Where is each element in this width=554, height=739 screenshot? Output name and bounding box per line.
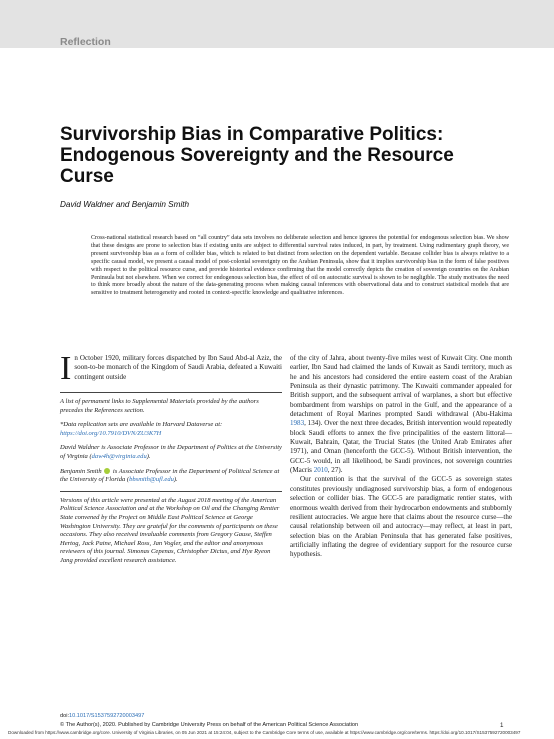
waldner-bio-end: ). bbox=[146, 453, 151, 460]
acknowledgment: Versions of this article were presented at the August 2018 meeting of the American Political Science Association and at the Workshop on Oil and the Changing Rentier State convened by the Project on Middle East Political Science at George Washington University. They are grateful for the comments of participants on these occasions. They also received invaluable comments from Gregory Gause, Steffen Hertog, Jack Paine, Michael Ross, Jan Vogler, and the editor and anonymous reviewers of this journal. Simonas Cepenas, Christopher Dictus, and Hye Ryeon Jang provided excellent research assistance. bbox=[60, 496, 280, 564]
supplement-note: A list of permanent links to Supplemental Materials provided by the authors precedes the References section. bbox=[60, 398, 259, 414]
smith-email-link[interactable]: bbsmith@ufl.edu bbox=[129, 476, 174, 484]
citation-macris[interactable]: 2010 bbox=[313, 466, 328, 475]
page-number: 1 bbox=[500, 722, 504, 729]
waldner-bio bbox=[60, 444, 282, 461]
replication-text: *Data replication sets are available in Harvard Dataverse at: bbox=[60, 421, 223, 429]
replication-note bbox=[60, 421, 282, 438]
article-title: Survivorship Bias in Comparative Politics: Endogenous Sovereignty and the Resource Curse bbox=[60, 124, 454, 187]
smith-bio-text: is Associate Professor in the Department of Political Science at the University of Florida ( bbox=[60, 467, 280, 484]
footer-copyright: © The Author(s), 2020. Published by Cambridge University Press on behalf of the American Political Science Association bbox=[60, 722, 359, 728]
body-p1-part-a: of the city of Jahra, about twenty-five miles west of Kuwait City. One month earlier, Ibn Saud had claimed the lands of Kuwait as Saudi territory, much as he and his ancestors had considered the entire eastern coast of the Arabian Peninsula as their dynastic patrimony. The Kuwaiti commander appealed for British support, and the subsequent arrival of warplanes, a short but effective bombardment from warships on patrol in the Gulf, and the appearance of a detachment of Royal Marines prompted Saudi withdrawal (Abu-Hakima bbox=[290, 354, 512, 419]
smith-name: Benjamin Smith bbox=[60, 467, 102, 475]
body-p1-part-b: , 134). Over the next three decades, British intervention would repeatedly block Saudi efforts to annex the five principalities of the eastern littoral—Kuwait, Bahrain, Qatar, the Trucial States (the United Arab Emirates after 1971), and Oman (henceforth the GCC-5). Without British intervention, the GCC-5 would, in all likelihood, be Saudi provinces, not sovereign countries (Macris bbox=[290, 419, 512, 475]
smith-bio bbox=[60, 468, 282, 485]
download-line: Downloaded from https://www.cambridge.org/core. University of Virginia Libraries, on 05 Jun 2021 at 15:24:04, subject to the Cambridge Core terms of use, available at https://www.cambridge.org/core/terms. https://doi.org/10.1017/S1537592720003497 bbox=[8, 730, 521, 735]
waldner-email-link[interactable]: daw4h@virginia.edu bbox=[91, 453, 147, 460]
article-authors: David Waldner and Benjamin Smith bbox=[60, 200, 190, 209]
section-label: Reflection bbox=[60, 36, 111, 48]
intro-text: n October 1920, military forces dispatched by Ibn Saud Abd-al Aziz, the soon-to-be monarch of the Kingdom of Saudi Arabia, defeated a Kuwaiti contingent outside bbox=[74, 354, 282, 381]
body-paragraph-1 bbox=[290, 354, 512, 475]
ack-divider bbox=[60, 491, 282, 492]
citation-abu-hakima[interactable]: 1983 bbox=[290, 419, 305, 428]
replication-link[interactable]: https://doi.org/10.7910/DVN/ZU3K7H bbox=[60, 429, 162, 437]
orcid-icon[interactable] bbox=[104, 468, 110, 474]
smith-bio-end: ). bbox=[173, 476, 178, 484]
doi-prefix: doi: bbox=[60, 713, 70, 719]
footnote-divider bbox=[60, 392, 282, 393]
body-paragraph-2: Our contention is that the survival of the GCC-5 as sovereign states constitutes previously undiagnosed survivorship bias, a form of endogenous selection or collider bias. The GCC-5 are paradigmatic rentier states, with enormous wealth derived from their hydrocarbon endowments and stubbornly resilient autocracies. We argue here that claims about the resource curse—the causal relationship between oil and autocracy—may reflect, at least in part, selection bias on the Arabian Peninsula that has generated false positives, artificially inflating the degree of evidentiary support for the resource curse hypothesis. bbox=[290, 475, 512, 559]
abstract: Cross-national statistical research based on “all country” data sets involves no deliberate selection and hence ignores the potential for endogenous selection bias. We show that these designs are prone to selection bias if existing units are subject to differential survival rates induced, in part, by treatment. Using rudimentary graph theory, we present survivorship bias as a form of collider bias, which is related to but distinct from selection on the dependent variable. Because collider bias is always relative to a specific causal model, we present a causal model of post-colonial sovereignty on the Arabian Peninsula, show that it implies survivorship bias in the form of false positives with respect to the political resource curse, and provide historical evidence confirming that the model correctly depicts the creation of sovereign countries on the Arabian Peninsula but not elsewhere. When we correct for endogenous selection bias, the effect of oil on autocratic survival is shown to be negligible. The study motivates the need to think more broadly about the nature of the data-generating process when making causal inferences with observational data and to construct statistical models that are sensitive to treatment heterogeneity and rooted in context-specific knowledge and qualitative inferences. bbox=[91, 235, 509, 297]
right-column bbox=[290, 354, 512, 560]
footer-doi bbox=[60, 713, 144, 719]
body-p1-part-c: , 27). bbox=[327, 466, 343, 475]
waldner-bio-text: David Waldner is Associate Professor in the Department of Politics at the University of Virginia ( bbox=[60, 444, 282, 460]
left-column bbox=[60, 350, 282, 572]
intro-paragraph bbox=[60, 350, 282, 387]
drop-cap: I bbox=[60, 350, 72, 387]
doi-link[interactable]: 10.1017/S1537592720003497 bbox=[69, 713, 145, 719]
